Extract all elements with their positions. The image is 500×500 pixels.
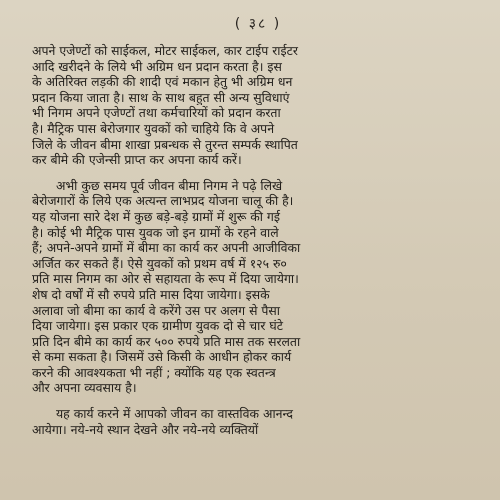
text-line: अर्जित कर सकते हैं। ऐसे युवकों को प्रथम वर्ष में १२५ रु० — [32, 255, 287, 271]
text-line: जिले के जीवन बीमा शाखा प्रबन्धक से तुरन्त सम्पर्क स्थापित — [32, 136, 298, 152]
text-line: प्रति मास निगम का ओर से सहायता के रूप में दिया जायेगा। — [32, 271, 299, 287]
text-line: करने की आवश्यकता भी नहीं ; क्योंकि यह एक स्वतन्त्र — [32, 364, 276, 380]
text-line: और अपना व्यवसाय है। — [32, 380, 137, 396]
paragraph-2 — [32, 178, 484, 396]
text-line: प्रति दिन बीमे का कार्य कर ५०० रुपये प्रति मास तक सरलता — [32, 333, 301, 349]
text-line: अपने एजेण्टों को साईकल, मोटर साईकल, कार टाईप राईटर — [32, 43, 298, 58]
text-line: भी निगम अपने एजेण्टों तथा कर्मचारियों को प्रदान करता — [32, 105, 281, 121]
text-line: यह कार्य करने में आपको जीवन का वास्तविक आनन्द — [56, 406, 293, 422]
text-line: अलावा जो बीमा का कार्य वे करेंगे उस पर अलग से पैसा — [32, 302, 281, 318]
text-line: प्रदान किया जाता है। साथ के साथ बहुत सी अन्य सुविधाएं — [32, 89, 290, 105]
text-line: के अतिरिक्त लड़की की शादी एवं मकान हेतु भी अग्रिम धन — [32, 74, 293, 90]
text-line: है। कोई भी मैट्रिक पास युवक जो इन ग्रामों के रहने वाले — [32, 224, 279, 240]
text-line: कर बीमे की एजेन्सी प्राप्त कर अपना कार्य करें। — [32, 152, 242, 168]
text-line: अभी कुछ समय पूर्व जीवन बीमा निगम ने पढ़े लिखे — [56, 177, 283, 193]
text-line: दिया जायेगा। इस प्रकार एक ग्रामीण युवक दो से चार घंटे — [32, 318, 283, 334]
text-line: से कमा सकता है। जिसमें उसे किसी के आधीन होकर कार्य — [32, 349, 292, 365]
page-number: ( ३८ ) — [234, 16, 282, 32]
text-line: आदि खरीदने के लिये भी अग्रिम धन प्रदान करता है। इस — [32, 58, 282, 74]
text-line: हैं; अपने-अपने ग्रामों में बीमा का कार्य कर अपनी आजीविका — [32, 240, 301, 256]
text-line: आयेगा। नये-नये स्थान देखने और नये-नये व्यक्तियों — [32, 421, 259, 437]
text-line: यह योजना सारे देश में कुछ बड़े-बड़े ग्रामों में शुरू की गई — [32, 208, 280, 224]
paragraph-3 — [32, 406, 484, 437]
paragraph-1 — [32, 43, 484, 168]
text-line: है। मैट्रिक पास बेरोजगार युवकों को चाहिये कि वे अपने — [32, 120, 275, 136]
text-line: शेष दो वर्षों में सौ रुपये प्रति मास दिया जायेगा। इसके — [32, 286, 270, 302]
text-line: बेरोजगारों के लिये एक अत्यन्त लाभप्रद योजना चालू की है। — [32, 193, 294, 209]
